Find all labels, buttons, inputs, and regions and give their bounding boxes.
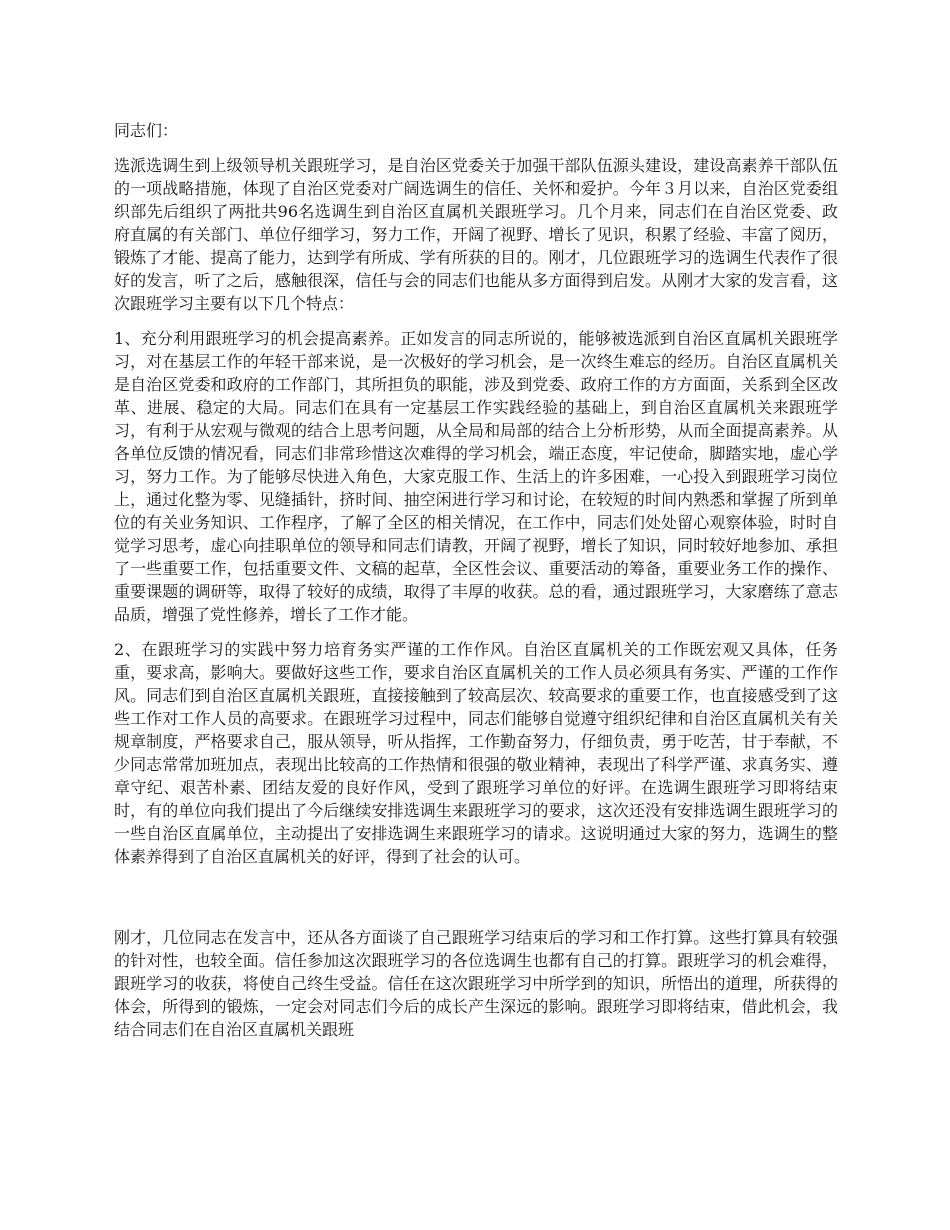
salutation: 同志们： (114, 121, 179, 140)
blank-gap (114, 880, 838, 926)
paragraph-intro: 选派选调生到上级领导机关跟班学习，是自治区党委关于加强干部队伍源头建设，建设高素养干部队伍的一项战略措施，体现了自治区党委对广阔选调生的信任、关怀和爱护。今年３月以来，自治区党委组织部先后组织了两批共96名选调生到自治区直属机关跟班学习。几个月来，同志们在自治区党委、政府直属的有关部门、单位仔细学习，努力工作，开阔了视野、增长了见识，积累了经验、丰富了阅历，锻炼了才能、提高了能力，达到学有所成、学有所获的目的。刚才，几位跟班学习的选调生代表作了很好的发言，听了之后，感触很深，信任与会的同志们也能从多方面得到启发。从刚才大家的发言看，这次跟班学习主要有以下几个特点： (114, 156, 838, 313)
document-body (114, 119, 838, 1053)
paragraph-point-1: 1、充分利用跟班学习的机会提高素养。正如发言的同志所说的，能够被选派到自治区直属机关跟班学习，对在基层工作的年轻干部来说，是一次极好的学习机会，是一次终生难忘的经历。自治区直属机关是自治区党委和政府的工作部门，其所担负的职能，涉及到党委、政府工作的方方面面，关系到全区改革、进展、稳定的大局。同志们在具有一定基层工作实践经验的基础上，到自治区直属机关来跟班学习，有利于从宏观与微观的结合上思考问题，从全局和局部的结合上分析形势，从而全面提高素养。从各单位反馈的情况看，同志们非常珍惜这次难得的学习机会，端正态度，牢记使命，脚踏实地，虚心学习，努力工作。为了能够尽快进入角色，大家克服工作、生活上的许多困难，一心投入到跟班学习岗位上，通过化整为零、见缝插针，挤时间、抽空闲进行学习和讨论，在较短的时间内熟悉和掌握了所到单位的有关业务知识、工作程序，了解了全区的相关情况，在工作中，同志们处处留心观察体验，时时自觉学习思考，虚心向挂职单位的领导和同志们请教，开阔了视野，增长了知识，同时较好地参加、承担了一些重要工作，包括重要文件、文稿的起草，全区性会议、重要活动的筹备，重要业务工作的操作、重要课题的调研等，取得了较好的成绩，取得了丰厚的收获。总的看，通过跟班学习，大家磨练了意志品质，增强了党性修养，增长了工作才能。 (114, 329, 838, 624)
paragraph-point-2: 2、在跟班学习的实践中努力培育务实严谨的工作作风。自治区直属机关的工作既宏观又具体，任务重，要求高，影响大。要做好这些工作，要求自治区直属机关的工作人员必须具有务实、严谨的工作作风。同志们到自治区直属机关跟班，直接接触到了较高层次、较高要求的重要工作，也直接感受到了这些工作对工作人员的高要求。在跟班学习过程中，同志们能够自觉遵守组织纪律和自治区直属机关有关规章制度，严格要求自己，服从领导，听从指挥，工作勤奋努力，仔细负责，勇于吃苦，甘于奉献，不少同志常常加班加点，表现出比较高的工作热情和很强的敬业精神，表现出了科学严谨、求真务实、遵章守纪、艰苦朴素、团结友爱的良好作风，受到了跟班学习单位的好评。在选调生跟班学习即将结束时，有的单位向我们提出了今后继续安排选调生来跟班学习的要求，这次还没有安排选调生跟班学习的一些自治区直属单位，主动提出了安排选调生来跟班学习的请求。这说明通过大家的努力，选调生的整体素养得到了自治区直属机关的好评，得到了社会的认可。 (114, 640, 838, 866)
paragraph-closing: 刚才，几位同志在发言中，还从各方面谈了自己跟班学习结束后的学习和工作打算。这些打算具有较强的针对性，也较全面。信任参加这次跟班学习的各位选调生也都有自己的打算。跟班学习的机会难得，跟班学习的收获，将使自己终生受益。信任在这次跟班学习中所学到的知识，所悟出的道理，所获得的体会，所得到的锻炼，一定会对同志们今后的成长产生深远的影响。跟班学习即将结束，借此机会，我结合同志们在自治区直属机关跟班 (114, 928, 838, 1039)
